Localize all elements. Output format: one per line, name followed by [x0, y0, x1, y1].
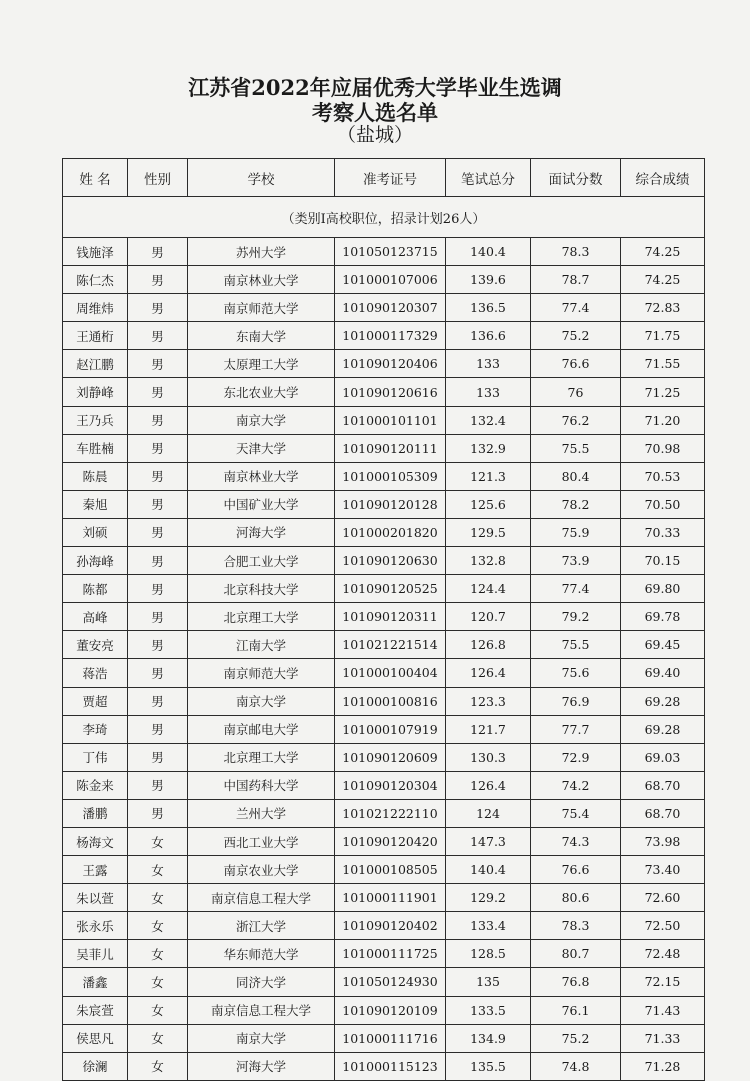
cell-interview-score: 75.2 — [531, 1024, 621, 1052]
cell-school: 南京大学 — [188, 687, 335, 715]
cell-school: 河海大学 — [188, 1052, 335, 1080]
cell-name: 陈晨 — [63, 462, 128, 490]
cell-gender: 女 — [128, 1052, 188, 1080]
cell-name: 王乃兵 — [63, 406, 128, 434]
table-row — [63, 603, 705, 631]
cell-interview-score: 74.8 — [531, 1052, 621, 1080]
cell-interview-score: 76.2 — [531, 406, 621, 434]
cell-school: 天津大学 — [188, 434, 335, 462]
cell-gender: 男 — [128, 490, 188, 518]
table-row — [63, 743, 705, 771]
cell-exam-id: 101021221514 — [335, 631, 446, 659]
cell-interview-score: 76.6 — [531, 856, 621, 884]
cell-total-score: 72.60 — [621, 884, 705, 912]
cell-gender: 男 — [128, 631, 188, 659]
cell-exam-id: 101090120402 — [335, 912, 446, 940]
cell-gender: 男 — [128, 771, 188, 799]
cell-name: 董安亮 — [63, 631, 128, 659]
cell-written-score: 129.5 — [446, 518, 531, 546]
cell-name: 潘鹏 — [63, 799, 128, 827]
cell-name: 朱宸萱 — [63, 996, 128, 1024]
cell-written-score: 123.3 — [446, 687, 531, 715]
cell-gender: 男 — [128, 434, 188, 462]
cell-interview-score: 76.9 — [531, 687, 621, 715]
cell-name: 陈都 — [63, 575, 128, 603]
cell-interview-score: 75.4 — [531, 799, 621, 827]
cell-interview-score: 72.9 — [531, 743, 621, 771]
cell-interview-score: 76 — [531, 378, 621, 406]
cell-interview-score: 75.6 — [531, 659, 621, 687]
cell-exam-id: 101090120111 — [335, 434, 446, 462]
cell-written-score: 136.5 — [446, 294, 531, 322]
table-row — [63, 940, 705, 968]
table-row — [63, 715, 705, 743]
cell-name: 秦旭 — [63, 490, 128, 518]
cell-exam-id: 101000117329 — [335, 322, 446, 350]
cell-school: 南京信息工程大学 — [188, 996, 335, 1024]
cell-gender: 男 — [128, 743, 188, 771]
cell-school: 南京大学 — [188, 1024, 335, 1052]
cell-gender: 女 — [128, 968, 188, 996]
cell-gender: 男 — [128, 266, 188, 294]
cell-interview-score: 76.6 — [531, 350, 621, 378]
cell-name: 蒋浩 — [63, 659, 128, 687]
cell-exam-id: 101000100816 — [335, 687, 446, 715]
cell-total-score: 71.43 — [621, 996, 705, 1024]
cell-exam-id: 101090120616 — [335, 378, 446, 406]
cell-name: 陈金来 — [63, 771, 128, 799]
cell-school: 北京理工大学 — [188, 603, 335, 631]
cell-name: 刘硕 — [63, 518, 128, 546]
cell-school: 南京农业大学 — [188, 856, 335, 884]
cell-gender: 女 — [128, 1024, 188, 1052]
cell-written-score: 124 — [446, 799, 531, 827]
table-row — [63, 266, 705, 294]
cell-total-score: 71.75 — [621, 322, 705, 350]
cell-total-score: 70.98 — [621, 434, 705, 462]
cell-total-score: 69.45 — [621, 631, 705, 659]
cell-school: 浙江大学 — [188, 912, 335, 940]
table-row — [63, 1052, 705, 1080]
cell-gender: 男 — [128, 687, 188, 715]
cell-total-score: 74.25 — [621, 238, 705, 266]
cell-written-score: 121.7 — [446, 715, 531, 743]
table-row — [63, 238, 705, 266]
cell-gender: 男 — [128, 799, 188, 827]
cell-gender: 男 — [128, 350, 188, 378]
cell-school: 南京大学 — [188, 406, 335, 434]
cell-written-score: 120.7 — [446, 603, 531, 631]
cell-school: 南京师范大学 — [188, 294, 335, 322]
table-row — [63, 518, 705, 546]
cell-exam-id: 101090120311 — [335, 603, 446, 631]
cell-total-score: 71.33 — [621, 1024, 705, 1052]
cell-total-score: 73.98 — [621, 827, 705, 855]
cell-school: 北京理工大学 — [188, 743, 335, 771]
table-row — [63, 659, 705, 687]
cell-gender: 女 — [128, 940, 188, 968]
cell-gender: 男 — [128, 518, 188, 546]
header-total-score: 综合成绩 — [621, 159, 705, 197]
cell-school: 西北工业大学 — [188, 827, 335, 855]
cell-gender: 男 — [128, 659, 188, 687]
cell-name: 赵江鹏 — [63, 350, 128, 378]
table-row — [63, 406, 705, 434]
cell-written-score: 125.6 — [446, 490, 531, 518]
table-row — [63, 771, 705, 799]
cell-gender: 女 — [128, 996, 188, 1024]
cell-exam-id: 101000111901 — [335, 884, 446, 912]
cell-gender: 男 — [128, 322, 188, 350]
table-row — [63, 575, 705, 603]
table-row — [63, 912, 705, 940]
table-row — [63, 1024, 705, 1052]
cell-name: 张永乐 — [63, 912, 128, 940]
cell-name: 陈仁杰 — [63, 266, 128, 294]
cell-name: 王露 — [63, 856, 128, 884]
cell-name: 高峰 — [63, 603, 128, 631]
cell-total-score: 68.70 — [621, 771, 705, 799]
cell-name: 朱以萱 — [63, 884, 128, 912]
cell-written-score: 133.5 — [446, 996, 531, 1024]
cell-written-score: 132.9 — [446, 434, 531, 462]
cell-interview-score: 76.8 — [531, 968, 621, 996]
document-subtitle: 考察人选名单 — [312, 100, 438, 125]
header-written-score: 笔试总分 — [446, 159, 531, 197]
cell-name: 吴菲儿 — [63, 940, 128, 968]
table-row — [63, 434, 705, 462]
cell-total-score: 69.78 — [621, 603, 705, 631]
cell-school: 南京林业大学 — [188, 462, 335, 490]
cell-school: 北京科技大学 — [188, 575, 335, 603]
cell-exam-id: 101090120525 — [335, 575, 446, 603]
cell-interview-score: 78.7 — [531, 266, 621, 294]
cell-total-score: 72.83 — [621, 294, 705, 322]
header-exam-id: 准考证号 — [335, 159, 446, 197]
region-label: （盐城） — [336, 124, 413, 146]
cell-interview-score: 74.3 — [531, 827, 621, 855]
cell-interview-score: 80.4 — [531, 462, 621, 490]
cell-exam-id: 101090120630 — [335, 547, 446, 575]
cell-school: 东北农业大学 — [188, 378, 335, 406]
category-label: （类别I高校职位，招录计划26人） — [63, 197, 705, 238]
cell-school: 河海大学 — [188, 518, 335, 546]
cell-written-score: 130.3 — [446, 743, 531, 771]
cell-interview-score: 78.3 — [531, 912, 621, 940]
cell-exam-id: 101000111725 — [335, 940, 446, 968]
cell-total-score: 74.25 — [621, 266, 705, 294]
cell-school: 南京林业大学 — [188, 266, 335, 294]
header-gender: 性别 — [128, 159, 188, 197]
cell-gender: 男 — [128, 462, 188, 490]
cell-exam-id: 101000115123 — [335, 1052, 446, 1080]
cell-school: 华东师范大学 — [188, 940, 335, 968]
cell-name: 徐澜 — [63, 1052, 128, 1080]
cell-total-score: 69.40 — [621, 659, 705, 687]
cell-interview-score: 79.2 — [531, 603, 621, 631]
cell-total-score: 72.15 — [621, 968, 705, 996]
cell-total-score: 69.80 — [621, 575, 705, 603]
table-row — [63, 322, 705, 350]
cell-gender: 男 — [128, 294, 188, 322]
cell-total-score: 73.40 — [621, 856, 705, 884]
cell-name: 车胜楠 — [63, 434, 128, 462]
header-row — [63, 159, 705, 197]
cell-exam-id: 101090120609 — [335, 743, 446, 771]
cell-interview-score: 77.7 — [531, 715, 621, 743]
cell-total-score: 68.70 — [621, 799, 705, 827]
cell-exam-id: 101090120420 — [335, 827, 446, 855]
cell-written-score: 140.4 — [446, 238, 531, 266]
cell-name: 丁伟 — [63, 743, 128, 771]
table-row — [63, 294, 705, 322]
cell-written-score: 147.3 — [446, 827, 531, 855]
cell-written-score: 135 — [446, 968, 531, 996]
cell-exam-id: 101000107006 — [335, 266, 446, 294]
cell-written-score: 128.5 — [446, 940, 531, 968]
cell-gender: 男 — [128, 575, 188, 603]
cell-exam-id: 101090120304 — [335, 771, 446, 799]
cell-school: 苏州大学 — [188, 238, 335, 266]
cell-name: 侯思凡 — [63, 1024, 128, 1052]
cell-interview-score: 77.4 — [531, 294, 621, 322]
cell-exam-id: 101090120307 — [335, 294, 446, 322]
cell-school: 合肥工业大学 — [188, 547, 335, 575]
cell-interview-score: 75.5 — [531, 434, 621, 462]
cell-exam-id: 101000107919 — [335, 715, 446, 743]
cell-gender: 女 — [128, 912, 188, 940]
cell-written-score: 132.8 — [446, 547, 531, 575]
candidate-table — [62, 158, 705, 1081]
cell-interview-score: 80.7 — [531, 940, 621, 968]
cell-gender: 女 — [128, 827, 188, 855]
cell-total-score: 72.50 — [621, 912, 705, 940]
cell-written-score: 133 — [446, 350, 531, 378]
cell-exam-id: 101050124930 — [335, 968, 446, 996]
cell-written-score: 126.8 — [446, 631, 531, 659]
cell-interview-score: 77.4 — [531, 575, 621, 603]
cell-total-score: 71.25 — [621, 378, 705, 406]
cell-name: 杨海文 — [63, 827, 128, 855]
cell-gender: 女 — [128, 856, 188, 884]
cell-written-score: 126.4 — [446, 771, 531, 799]
cell-interview-score: 75.2 — [531, 322, 621, 350]
cell-interview-score: 80.6 — [531, 884, 621, 912]
cell-name: 王通桁 — [63, 322, 128, 350]
cell-total-score: 70.50 — [621, 490, 705, 518]
cell-school: 南京邮电大学 — [188, 715, 335, 743]
cell-written-score: 135.5 — [446, 1052, 531, 1080]
table-row — [63, 884, 705, 912]
cell-gender: 男 — [128, 238, 188, 266]
cell-gender: 男 — [128, 603, 188, 631]
cell-name: 贾超 — [63, 687, 128, 715]
cell-exam-id: 101090120128 — [335, 490, 446, 518]
cell-name: 钱施泽 — [63, 238, 128, 266]
table-row — [63, 996, 705, 1024]
cell-school: 同济大学 — [188, 968, 335, 996]
cell-exam-id: 101000201820 — [335, 518, 446, 546]
cell-interview-score: 78.2 — [531, 490, 621, 518]
cell-total-score: 69.28 — [621, 715, 705, 743]
cell-name: 刘静峰 — [63, 378, 128, 406]
cell-exam-id: 101000108505 — [335, 856, 446, 884]
header-name: 姓 名 — [63, 159, 128, 197]
cell-school: 东南大学 — [188, 322, 335, 350]
cell-total-score: 70.53 — [621, 462, 705, 490]
table-row — [63, 378, 705, 406]
cell-interview-score: 75.5 — [531, 631, 621, 659]
cell-written-score: 139.6 — [446, 266, 531, 294]
cell-exam-id: 101090120109 — [335, 996, 446, 1024]
category-row — [63, 197, 705, 238]
cell-school: 江南大学 — [188, 631, 335, 659]
table-row — [63, 350, 705, 378]
cell-total-score: 70.15 — [621, 547, 705, 575]
cell-written-score: 140.4 — [446, 856, 531, 884]
cell-name: 周维炜 — [63, 294, 128, 322]
cell-written-score: 133 — [446, 378, 531, 406]
cell-exam-id: 101000111716 — [335, 1024, 446, 1052]
cell-written-score: 121.3 — [446, 462, 531, 490]
cell-written-score: 133.4 — [446, 912, 531, 940]
cell-school: 中国矿业大学 — [188, 490, 335, 518]
table-row — [63, 856, 705, 884]
cell-written-score: 129.2 — [446, 884, 531, 912]
document-title: 江苏省2022年应届优秀大学毕业生选调 — [188, 75, 562, 100]
cell-gender: 男 — [128, 715, 188, 743]
cell-interview-score: 74.2 — [531, 771, 621, 799]
cell-total-score: 69.03 — [621, 743, 705, 771]
cell-exam-id: 101000101101 — [335, 406, 446, 434]
cell-total-score: 72.48 — [621, 940, 705, 968]
cell-gender: 男 — [128, 547, 188, 575]
cell-total-score: 71.28 — [621, 1052, 705, 1080]
cell-school: 中国药科大学 — [188, 771, 335, 799]
cell-exam-id: 101021222110 — [335, 799, 446, 827]
cell-written-score: 132.4 — [446, 406, 531, 434]
cell-written-score: 136.6 — [446, 322, 531, 350]
cell-school: 南京师范大学 — [188, 659, 335, 687]
cell-interview-score: 76.1 — [531, 996, 621, 1024]
header-school: 学校 — [188, 159, 335, 197]
cell-written-score: 126.4 — [446, 659, 531, 687]
cell-total-score: 71.20 — [621, 406, 705, 434]
cell-school: 兰州大学 — [188, 799, 335, 827]
table-row — [63, 799, 705, 827]
header-interview-score: 面试分数 — [531, 159, 621, 197]
cell-gender: 男 — [128, 378, 188, 406]
table-row — [63, 547, 705, 575]
table-row — [63, 631, 705, 659]
cell-exam-id: 101000100404 — [335, 659, 446, 687]
cell-written-score: 124.4 — [446, 575, 531, 603]
cell-school: 太原理工大学 — [188, 350, 335, 378]
cell-name: 孙海峰 — [63, 547, 128, 575]
cell-name: 潘鑫 — [63, 968, 128, 996]
cell-name: 李琦 — [63, 715, 128, 743]
cell-written-score: 134.9 — [446, 1024, 531, 1052]
cell-exam-id: 101050123715 — [335, 238, 446, 266]
cell-school: 南京信息工程大学 — [188, 884, 335, 912]
cell-total-score: 71.55 — [621, 350, 705, 378]
cell-exam-id: 101090120406 — [335, 350, 446, 378]
table-row — [63, 490, 705, 518]
cell-gender: 男 — [128, 406, 188, 434]
table-row — [63, 687, 705, 715]
cell-total-score: 70.33 — [621, 518, 705, 546]
cell-gender: 女 — [128, 884, 188, 912]
table-row — [63, 968, 705, 996]
table-row — [63, 462, 705, 490]
cell-interview-score: 73.9 — [531, 547, 621, 575]
cell-interview-score: 78.3 — [531, 238, 621, 266]
table-row — [63, 827, 705, 855]
cell-exam-id: 101000105309 — [335, 462, 446, 490]
cell-interview-score: 75.9 — [531, 518, 621, 546]
cell-total-score: 69.28 — [621, 687, 705, 715]
